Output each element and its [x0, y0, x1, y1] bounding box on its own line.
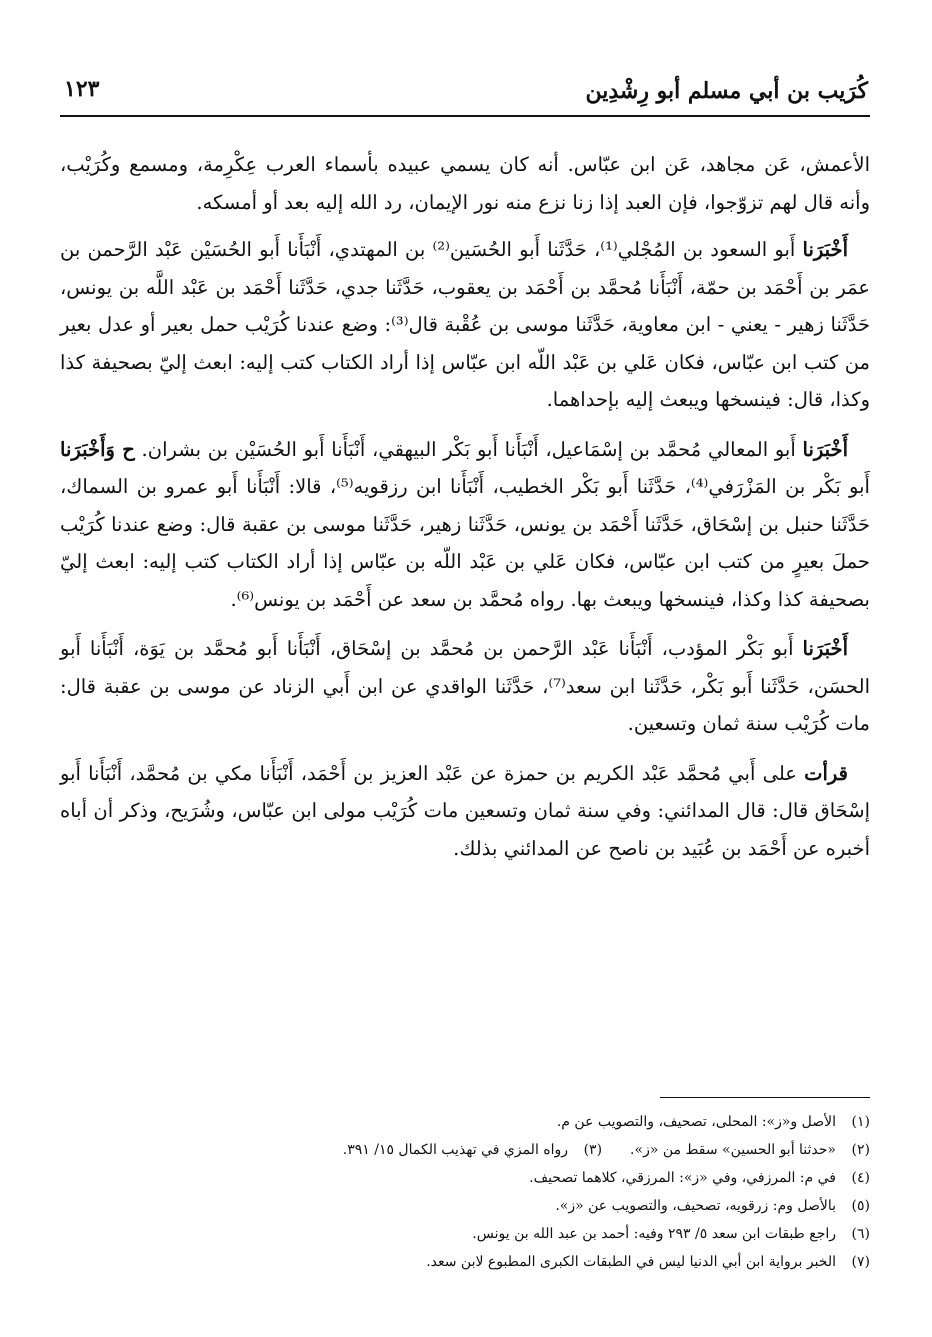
paragraph-lead-word: أَخْبَرَنا	[802, 238, 849, 261]
paragraph-lead-word: أَخْبَرَنا	[802, 637, 848, 660]
footnote-text: رواه المزي في تهذيب الكمال ١٥/ ٣٩١.	[342, 1142, 569, 1158]
footnote-number: (٦)	[851, 1226, 870, 1242]
footnote-text: في م: المرزفي، وفي «ز»: المرزقي، كلاهما تصحيف.	[529, 1170, 836, 1186]
paragraph-isnad-1	[60, 231, 870, 419]
footnote	[60, 1220, 870, 1248]
header-divider	[60, 115, 870, 117]
footnote-number: (٥)	[851, 1198, 870, 1214]
footnote-number: (٤)	[851, 1170, 870, 1186]
footnote-text: الأصل و«ز»: المحلى، تصحيف، والتصويب عن م.	[556, 1114, 836, 1130]
footnote	[630, 1136, 870, 1164]
footnote-number: (٢)	[851, 1142, 870, 1158]
footnote	[60, 1164, 870, 1192]
paragraph-text: أَبو بَكْر المؤدب، أَنْبَأَنا عَبْد الرَّحمن بن مُحمَّد بن إسْحَاق، أَنْبَأَنا أَبو مُحمَّد بن يَوَة، أَنْبَأَنا أَبو الحسَن، حَدَّثَنا أَبو بَكْر، حَدَّثَنا ابن سعد⁽⁷⁾، حَدَّثَنا الواقدي عن ابن أَبي الزناد عن موسى بن عقبة قال: مات كُرَيْب سنة ثمان وتسعين.	[60, 637, 870, 735]
running-title: كُرَيب بن أبي مسلم أبو رِشْدِين	[585, 78, 868, 104]
paragraph-continuation: الأعمش، عَن مجاهد، عَن ابن عبّاس. أنه كان يسمي عبيده بأسماء العرب عِكْرِمة، ومسمع وكُرَيْب، وأنه قال لهم تزوّجوا، فإن العبد إذا زنا نزع منه نور الإيمان، رد الله إليه بعد أو أمسكه.	[60, 153, 870, 214]
footnote-number: (٧)	[851, 1254, 870, 1270]
page-header	[60, 70, 870, 112]
paragraph-text: أَبو بَكْر بن المَزْرَفي⁽⁴⁾، حَدَّثَنا أَبو بَكْر الخطيب، أَنْبَأَنا ابن رزقويه⁽⁵⁾، قالا: أَنْبَأَنا أَبو عمرو بن السماك، حَدَّثَنا حنبل بن إسْحَاق، حَدَّثَنا أَحْمَد بن يونس، حَدَّثَنا زهير، حَدَّثَنا موسى بن عقبة قال: وضع عندنا كُرَيْب حملَ بعيرٍ من كتب ابن عبّاس، فكان عَلي بن عَبْد اللّه بن عبّاس إذا أراد الكتاب كتب إليه: ابعث إليّ بصحيفة كذا وكذا، فينسخها ويبعث بها. رواه مُحمَّد بن سعد عن أَحْمَد بن يونس⁽⁶⁾.	[60, 475, 870, 611]
footnote-divider	[660, 1097, 870, 1098]
paragraph-lead-word-secondary: ح وَأَخْبَرَنا	[60, 437, 135, 461]
paragraph-lead-word: أَخْبَرَنا	[802, 437, 848, 461]
paragraph-isnad-4	[60, 755, 870, 868]
paragraph-text: أَبو المعالي مُحمَّد بن إسْمَاعيل، أَنْبَأَنا أَبو بَكْر البيهقي، أَنْبَأَنا أَبو الحُسَيْن بن بشران.	[134, 437, 803, 461]
paragraph-isnad-3	[60, 630, 870, 743]
paragraph-text: على أَبي مُحمَّد عَبْد الكريم بن حمزة عن عَبْد العزيز بن أَحْمَد، أَنْبَأَنا مكي بن مُحمَّد، أَنْبَأَنا أَبو إسْحَاق قال: قال المدائني: وفي سنة ثمان وتسعين مات كُرَيْب مولى ابن عبّاس، وشُرَيح، وذكر أن أباه أخبره عن أَحْمَد بن عُبَيد بن ناصح عن المدائني بذلك.	[60, 761, 870, 860]
page-number: ١٢٣	[64, 76, 100, 102]
footnote	[343, 1136, 602, 1164]
book-page	[60, 0, 870, 1337]
footnote-number: (١)	[851, 1114, 870, 1130]
paragraph-text: أَبو السعود بن المُجْلي⁽¹⁾، حَدَّثَنا أَبو الحُسَين⁽²⁾ بن المهتدي، أَنْبَأَنا أَبو الحُسَيْن عَبْد الرَّحمن بن عمَر بن أَحْمَد بن حمّة، أَنْبَأَنا مُحمَّد بن أَحْمَد بن يعقوب، حَدَّثَنا جدي، حَدَّثَنا أَحْمَد بن عَبْد اللَّه بن يونس، حَدَّثَنا زهير - يعني - ابن معاوية، حَدَّثَنا موسى بن عُقْبة قال⁽³⁾: وضع عندنا كُرَيْب حمل بعير أو عدل بعير من كتب ابن عبّاس، فكان عَلي بن عَبْد اللّه ابن عبّاس إذا أراد الكتاب كتب إليه: ابعث إليّ بصحيفة كذا وكذا، قال: فينسخها ويبعث إليه بإحداهما.	[60, 238, 871, 411]
footnote-number: (٣)	[583, 1142, 603, 1158]
footnote	[60, 1108, 870, 1136]
footnote-text: بالأصل وم: زرقويه، تصحيف، والتصويب عن «ز».	[555, 1198, 836, 1214]
footnote-text: الخبر برواية ابن أبي الدنيا ليس في الطبقات الكبرى المطبوع لابن سعد.	[426, 1254, 836, 1270]
main-text	[60, 146, 870, 879]
footnote-text: راجع طبقات ابن سعد ٥/ ٢٩٣ وفيه: أحمد بن عبد الله بن يونس.	[472, 1226, 836, 1242]
paragraph-lead-word: قرأت	[804, 761, 848, 785]
paragraph-isnad-2	[60, 431, 870, 619]
footnote-text: «حدثنا أبو الحسين» سقط من «ز».	[630, 1142, 836, 1158]
footnote	[60, 1248, 870, 1276]
footnotes	[60, 1108, 870, 1276]
footnote-row	[60, 1136, 870, 1164]
footnote	[60, 1192, 870, 1220]
